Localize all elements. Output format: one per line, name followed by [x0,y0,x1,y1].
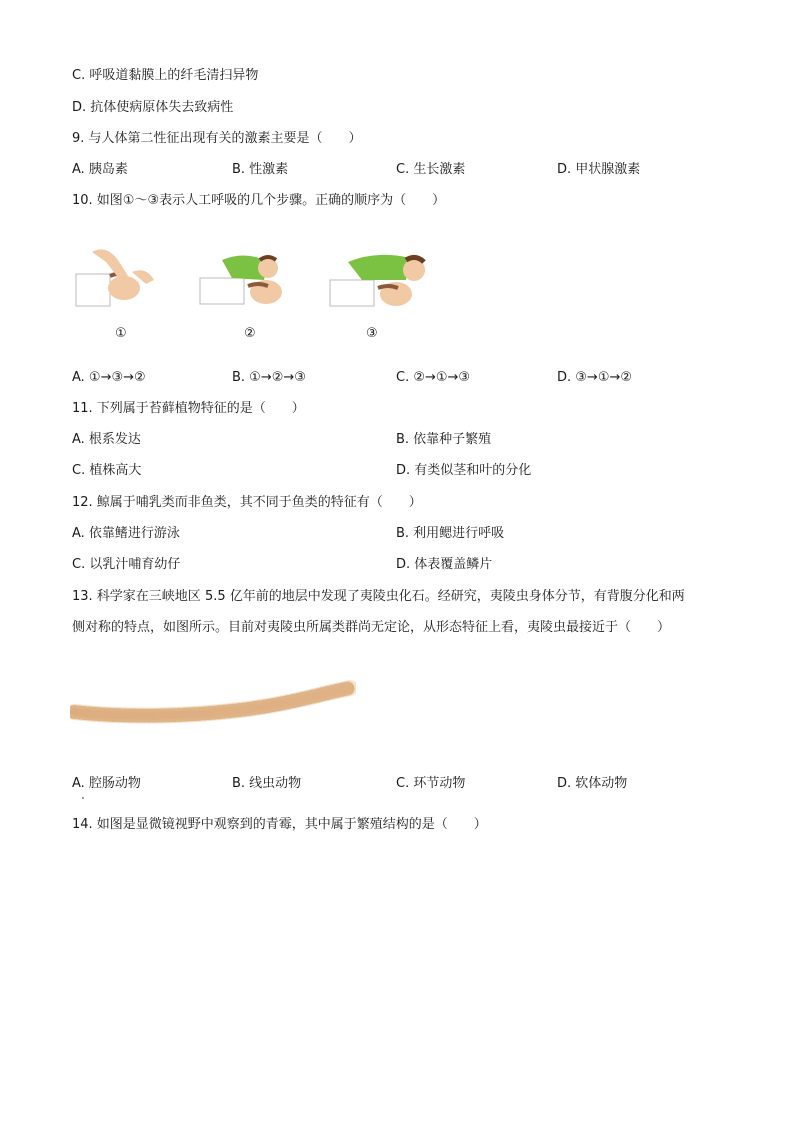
question-13-line-2: 侧对称的特点，如图所示。目前对夷陵虫所属类群尚无定论，从形态特征上看，夷陵虫最接近于（ ） [72,620,671,635]
question-12: 12. 鲸属于哺乳类而非鱼类，其不同于鱼类的特征有（ ） [72,495,422,510]
question-14: 14. 如图是显微镜视野中观察到的青霉，其中属于繁殖结构的是（ ） [72,817,487,832]
question-11: 11. 下列属于苔藓植物特征的是（ ） [72,401,305,416]
stray-dot [82,797,84,799]
q11-option-b: B. 依靠种子繁殖 [396,432,492,447]
figure-label-2: ② [244,326,256,341]
yilingia-fossil-image [70,680,356,724]
q12-option-a: A. 依靠鳍进行游泳 [72,526,180,541]
cpr-step-2-image [198,250,296,312]
cpr-step-3-image [326,250,430,312]
q11-option-d: D. 有类似茎和叶的分化 [396,463,532,478]
q10-option-a: A. ①→③→② [72,370,146,385]
question-13-line-1: 13. 科学家在三峡地区 5.5 亿年前的地层中发现了夷陵虫化石。经研究，夷陵虫身体分节，有背腹分化和两 [72,589,685,604]
option-c-previous: C. 呼吸道黏膜上的纤毛清扫异物 [72,68,259,83]
q9-option-b: B. 性激素 [232,162,289,177]
q10-option-d: D. ③→①→② [557,370,633,385]
q13-option-b: B. 线虫动物 [232,776,302,791]
q9-option-c: C. 生长激素 [396,162,466,177]
q12-option-c: C. 以乳汁哺育幼仔 [72,557,181,572]
question-10: 10. 如图①～③表示人工呼吸的几个步骤。正确的顺序为（ ） [72,193,446,208]
cpr-step-1-image [74,244,166,310]
q9-option-a: A. 胰岛素 [72,162,128,177]
figure-label-1: ① [115,326,127,341]
q10-option-c: C. ②→①→③ [396,370,471,385]
q12-option-b: B. 利用鳃进行呼吸 [396,526,505,541]
q9-option-d: D. 甲状腺激素 [557,162,641,177]
q12-option-d: D. 体表覆盖鳞片 [396,557,493,572]
q13-option-d: D. 软体动物 [557,776,628,791]
q13-option-c: C. 环节动物 [396,776,466,791]
question-9: 9. 与人体第二性征出现有关的激素主要是（ ） [72,131,362,146]
option-d-previous: D. 抗体使病原体失去致病性 [72,100,234,115]
q11-option-c: C. 植株高大 [72,463,142,478]
q11-option-a: A. 根系发达 [72,432,141,447]
q13-option-a: A. 腔肠动物 [72,776,141,791]
figure-label-3: ③ [366,326,378,341]
q10-option-b: B. ①→②→③ [232,370,306,385]
